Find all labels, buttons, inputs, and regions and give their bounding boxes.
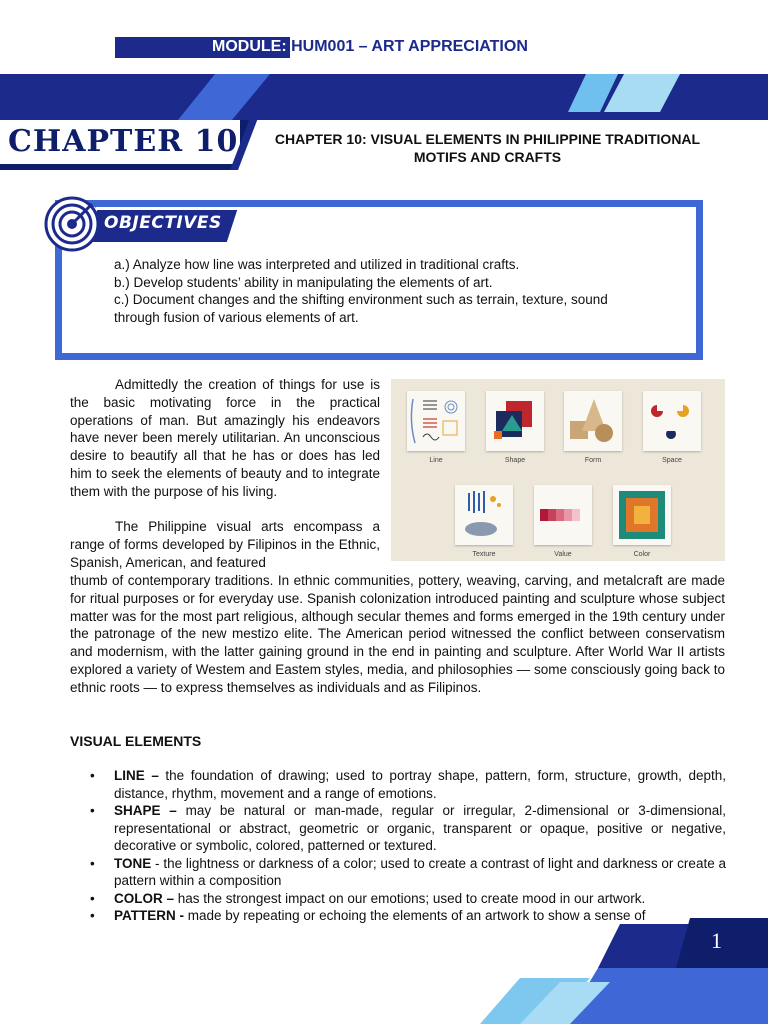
shape-tile xyxy=(486,391,544,451)
visual-elements-list xyxy=(90,767,726,925)
objective-item: c.) Document changes and the shifting environment such as terrain, texture, sound through fusion of various elements of art. xyxy=(114,292,608,325)
definition-tone: - the lightness or darkness of a color; used to create a contrast of light and darkness or create a pattern within a composition xyxy=(114,855,726,888)
target-icon xyxy=(44,196,100,252)
definition-line: the foundation of drawing; used to portray shape, pattern, form, structure, growth, depth, distance, rhythm, movement and a range of emotions. xyxy=(114,768,726,801)
objectives-badge: OBJECTIVES xyxy=(104,213,222,233)
definition-shape: may be natural or man-made, regular or irregular, 2-dimensional or 3-dimensional, representational or abstract, geometric or organic, transparent or opaque, positive or negative, decorative or symbolic, colored, patterned or textured. xyxy=(114,803,726,853)
value-tile xyxy=(534,485,592,545)
objectives-list xyxy=(114,256,644,326)
tile-label-space: Space xyxy=(662,457,682,464)
list-item xyxy=(90,767,726,802)
module-heading xyxy=(212,38,528,56)
tile-label-form: Form xyxy=(584,457,602,464)
elements-of-art-image xyxy=(391,379,725,561)
tile-label-value: Value xyxy=(554,551,572,558)
chapter-title: CHAPTER 10 xyxy=(8,124,239,159)
footer-decoration xyxy=(0,918,768,1024)
term-pattern: PATTERN - xyxy=(114,908,184,923)
tile-label-line: Line xyxy=(429,457,443,464)
form-tile xyxy=(564,391,622,451)
term-line: LINE – xyxy=(114,768,159,783)
visual-arts-paragraph-start: The Philippine visual arts encompass a range of forms developed by Filipinos in the Ethnic, Spanish, American, and featured xyxy=(70,519,380,570)
visual-arts-paragraph-cont: thumb of contemporary traditions. In ethnic communities, pottery, weaving, carving, and metalcraft are made for ritual purposes or for everyday use. Spanish colonization introduced painting and sculpture whose subject matter was for the most part religious, although secular themes and forms emerged in the 19th century under the patronage of the new mestizo elite. The American period witnessed the conflict between conservatism and modernism, with the latter gaining ground in the end in painting and sculpture. After World War II artists explored a variety of Westem and Eastem styles, media, and philosophies — some consciously going back to ethnic roots — to express themselves as individuals and as Filipinos. xyxy=(70,573,725,695)
list-item xyxy=(90,890,726,908)
color-tile xyxy=(613,485,671,545)
intro-paragraph: Admittedly the creation of things for use is the basic motivating force in the practical operations of man. But amazingly his endeavors have never been merely utilitarian. An unconscious desire to beautify all that he has or does has led him to seek the elements of beauty and to integrate them with the purpose of his living. xyxy=(70,377,380,499)
definition-pattern: made by repeating or echoing the elements of an artwork to show a sense of xyxy=(184,908,646,923)
term-color: COLOR – xyxy=(114,890,175,906)
page-number: 1 xyxy=(711,928,722,953)
texture-tile xyxy=(455,485,513,545)
term-tone: TONE xyxy=(114,855,152,871)
module-label: MODULE: xyxy=(212,38,287,55)
line-tile xyxy=(407,391,465,451)
space-tile xyxy=(643,391,701,451)
tile-label-shape: Shape xyxy=(504,457,526,464)
visual-elements-heading: VISUAL ELEMENTS xyxy=(70,733,202,749)
objective-item: b.) Develop students’ ability in manipulating the elements of art. xyxy=(114,274,493,290)
term-shape: SHAPE – xyxy=(114,803,177,818)
objective-item: a.) Analyze how line was interpreted and utilized in traditional crafts. xyxy=(114,257,520,272)
definition-color: has the strongest impact on our emotions; used to create mood in our artwork. xyxy=(174,890,646,906)
module-title: HUM001 – ART APPRECIATION xyxy=(286,38,528,55)
list-item xyxy=(90,802,726,855)
list-item xyxy=(90,855,726,890)
chapter-subtitle: CHAPTER 10: VISUAL ELEMENTS IN PHILIPPINE TRADITIONAL MOTIFS AND CRAFTS xyxy=(274,131,701,165)
tile-label-texture: Texture xyxy=(472,551,496,558)
tile-label-color: Color xyxy=(633,551,651,558)
